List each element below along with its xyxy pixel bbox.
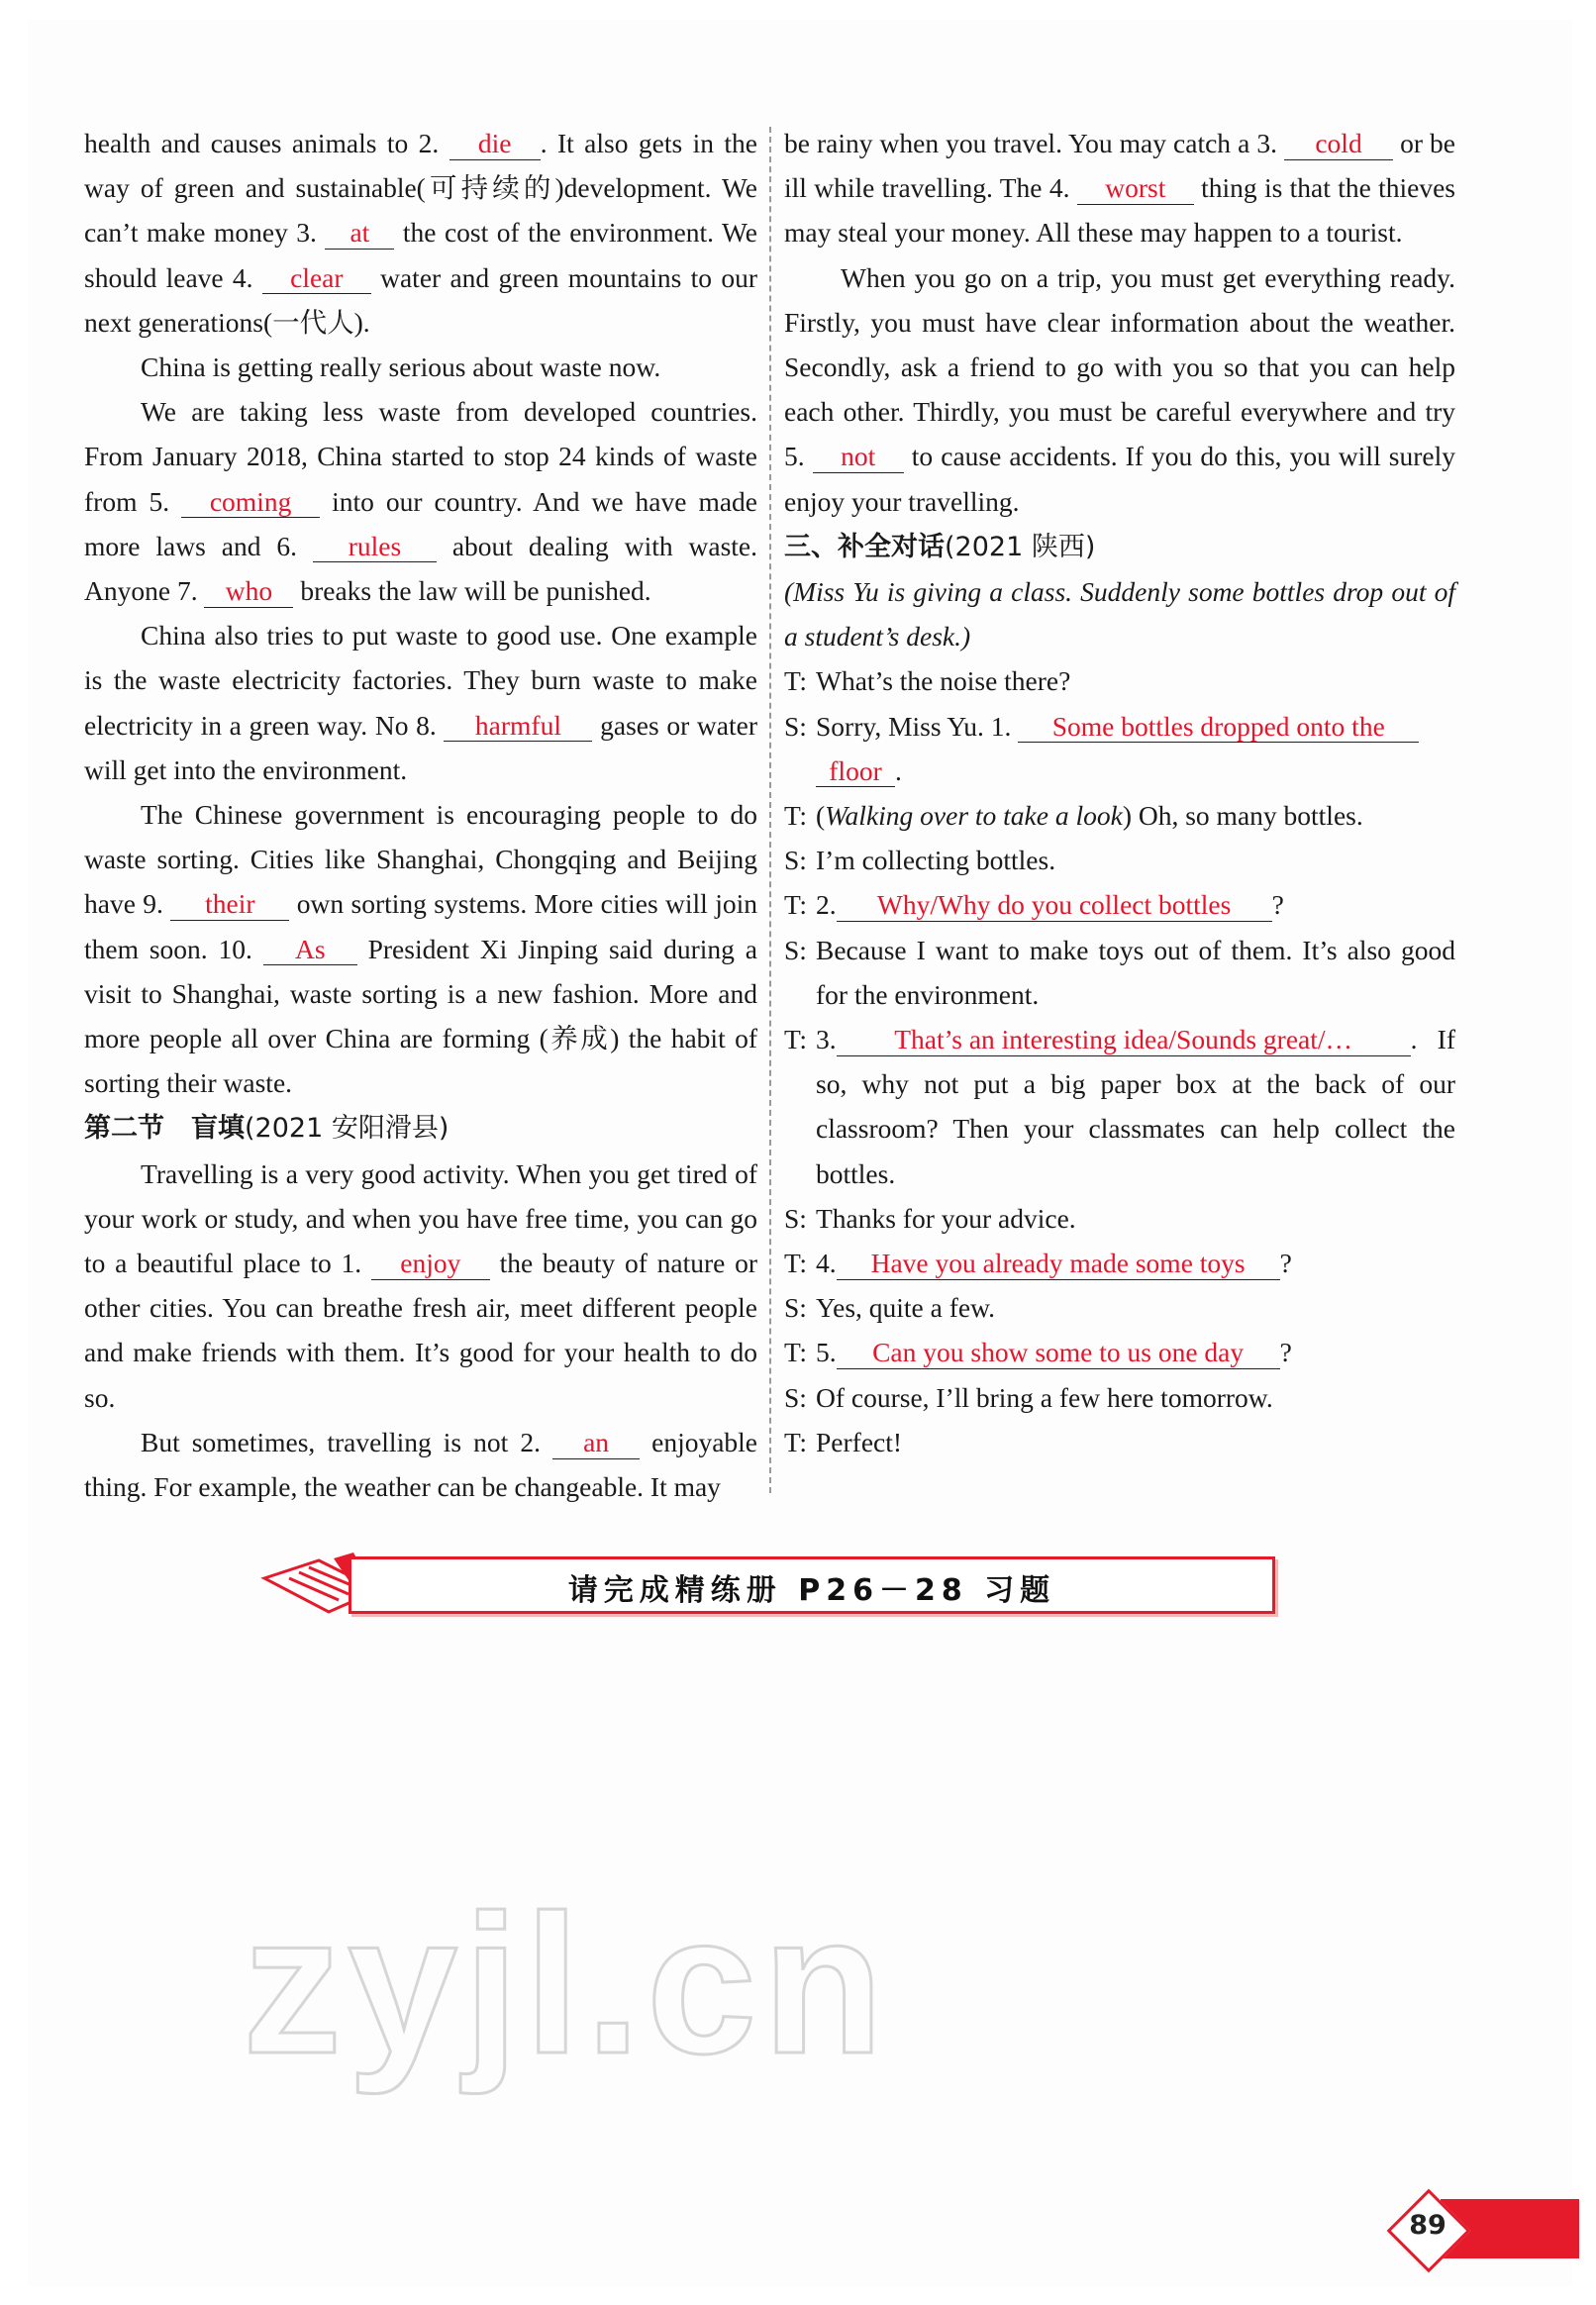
answer-blank: worst [1077,172,1194,205]
answer-blank: clear [262,262,371,295]
paragraph: health and causes animals to 2. die . It also gets in the way of green and sustainable(可持续的)development. We can’t make money 3. at the cost of the environment. We should leave 4. clear water and green mountains to our next generations(一代人). [84,128,757,338]
dialogue-line: S: Because I want to make toys out of them. It’s also good for the environment. [784,934,1455,1010]
answer-blank: floor [816,755,895,788]
banner-box [349,1556,1275,1614]
section-heading: 三、补全对话(2021 陕西) [784,531,1096,562]
paragraph: We are taking less waste from developed countries. From January 2018, China started to stop 24 kinds of waste from 5. coming into our country. And we have made more laws and 6. rules about dealing with waste. Anyone 7. who breaks the law will be punished. [84,396,758,607]
dialogue-line: T: 5. Can you show some to us one day ? [784,1337,1292,1368]
answer-blank: Why/Why do you collect bottles [837,889,1272,922]
dialogue-line: S: Of course, I’ll bring a few here tomorrow. [784,1381,1273,1413]
answer-blank: not [813,441,904,473]
paragraph: be rainy when you travel. You may catch a 3. cold or be ill while travelling. The 4. worst thing is that the thieves may steal your money. All these may happen to a tourist. [784,128,1456,249]
dialogue-line: T: 3. That’s an interesting idea/Sounds great/… . If so, why not put a big paper box at the back of our classroom? Then your classmates can help collect the bottles. [784,1024,1455,1189]
answer-blank: Can you show some to us one day [837,1337,1280,1369]
dialogue-line: S: Yes, quite a few. [784,1292,996,1324]
answer-blank: cold [1284,128,1393,160]
paragraph: The Chinese government is encouraging people to do waste sorting. Cities like Shanghai, Chongqing and Beijing have 9. their own sorting systems. More cities will join them soon. 10. As President Xi Jinping said during a visit to Shanghai, waste sorting is a new fashion. More and more people all over China are forming (养成) the habit of sorting their waste. [84,799,758,1099]
paragraph: China is getting really serious about waste now. [141,351,661,383]
right-column [784,121,1455,1464]
dialogue-line: T: What’s the noise there? [784,665,1071,697]
paragraph: Travelling is a very good activity. When you get tired of your work or study, and when you have free time, you can go to a beautiful place to 1. enjoy the beauty of nature or other cities. You can breathe fresh air, meet different people and make friends with them. It’s good for your health to do so. [84,1157,757,1413]
answer-blank: As [263,934,357,966]
section-heading: 第二节 盲填(2021 安阳滑县) [84,1113,449,1145]
answer-blank: at [325,217,394,250]
page-number-badge [1381,2193,1579,2272]
answer-blank: coming [181,486,320,519]
dialogue-line: T: 4. Have you already made some toys ? [784,1248,1292,1279]
banner-text: 请完成精练册 P26－28 习题 [567,1573,1056,1608]
paragraph: China also tries to put waste to good use. One example is the waste electricity factories. They burn waste to make electricity in a green way. No 8. harmful gases or water will get into the environment. [84,620,757,785]
answer-blank: their [170,888,289,921]
dialogue-line: T: Perfect! [784,1426,903,1457]
practice-banner [259,1551,1279,1622]
answer-blank: an [552,1427,640,1459]
answer-blank: enjoy [371,1248,490,1280]
dialogue-scene: (Miss Yu is giving a class. Suddenly some bottles drop out of a student’s desk.) [784,576,1455,652]
dialogue-line: S: Thanks for your advice. [784,1202,1076,1234]
page-number: 89 [1409,2210,1446,2241]
answer-blank: That’s an interesting idea/Sounds great/… [837,1024,1411,1056]
answer-blank: who [204,575,293,608]
answer-blank: Have you already made some toys [837,1248,1280,1280]
dialogue-line: S: Sorry, Miss Yu. 1. Some bottles dropped onto the floor . [784,704,1455,793]
answer-blank: Some bottles dropped onto the [1018,711,1419,744]
watermark: zyjl.cn [243,1874,890,2095]
answer-blank: rules [313,531,437,563]
paragraph: When you go on a trip, you must get everything ready. Firstly, you must have clear information about the weather. Secondly, ask a friend to go with you so that you can help each other. Thirdly, you must be careful everywhere and try 5. not to cause accidents. If you do this, you will surely enjoy your travelling. [784,261,1455,517]
dialogue-line: T: 2. Why/Why do you collect bottles ? [784,889,1284,921]
paragraph: But sometimes, travelling is not 2. an enjoyable thing. For example, the weather can be changeable. It may [84,1426,758,1503]
left-column [84,121,757,1509]
answer-blank: die [449,128,541,160]
answer-blank: harmful [444,710,592,743]
column-divider [769,127,771,1493]
dialogue-line: T: (Walking over to take a look) Oh, so many bottles. [784,800,1363,832]
dialogue-line: S: I’m collecting bottles. [784,845,1056,876]
